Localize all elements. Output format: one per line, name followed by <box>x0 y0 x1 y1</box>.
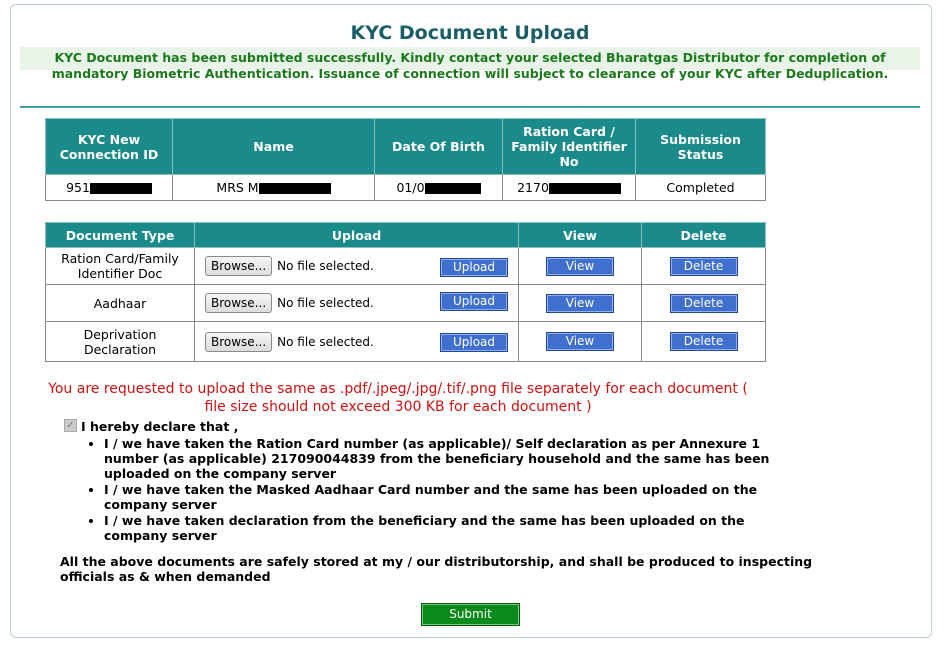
cell-status: Completed <box>636 175 766 201</box>
declaration-point: • I / we have taken the Ration Card number (as applicable)/ Self declaration as per Annexure 1 number (as applicable) 217090044839 from the beneficiary household and the same has been uploaded on the company server <box>104 436 794 481</box>
doc-type-label: Deprivation Declaration <box>46 322 195 362</box>
header-connection-id: KYC New Connection ID <box>46 119 173 175</box>
header-delete: Delete <box>642 223 766 248</box>
delete-button[interactable]: Delete <box>670 294 738 313</box>
cell-dob <box>375 175 503 201</box>
cell-name <box>173 175 375 201</box>
document-row-deprivation <box>46 322 766 362</box>
upload-button[interactable]: Upload <box>440 292 508 311</box>
divider <box>20 106 920 108</box>
document-row-aadhaar <box>46 285 766 322</box>
delete-button[interactable]: Delete <box>670 332 738 351</box>
view-button[interactable]: View <box>546 332 614 351</box>
document-row-ration-card <box>46 248 766 285</box>
upload-instructions: You are requested to upload the same as .pdf/.jpeg/.jpg/.tif/.png file separately for each document ( file size should not exceed 300 KB for each document ) <box>48 381 748 415</box>
declaration-point: • I / we have taken declaration from the beneficiary and the same has been uploaded on the company server <box>104 513 794 543</box>
header-name: Name <box>173 119 375 175</box>
view-cell <box>519 322 642 362</box>
declaration-title: I hereby declare that , <box>81 419 239 434</box>
delete-button[interactable]: Delete <box>670 257 738 276</box>
success-message: KYC Document has been submitted successfully. Kindly contact your selected Bharatgas Distributor for completion of mandatory Biometric Authentication. Issuance of connection will subject to clearance of your KYC after Deduplication. <box>51 50 889 81</box>
upload-button[interactable]: Upload <box>440 258 508 277</box>
header-ration-card: Ration Card / Family Identifier No <box>503 119 636 175</box>
document-header-row <box>46 223 766 248</box>
header-dob: Date Of Birth <box>375 119 503 175</box>
browse-button[interactable]: Browse... <box>205 256 272 276</box>
redaction-bar <box>259 183 331 194</box>
connection-id-value: 951 <box>66 180 90 195</box>
declaration-list <box>90 436 794 544</box>
file-status: No file selected. <box>277 296 374 310</box>
header-document-type: Document Type <box>46 223 195 248</box>
cell-connection-id <box>46 175 173 201</box>
header-upload: Upload <box>195 223 519 248</box>
redaction-bar <box>549 183 621 194</box>
submit-button[interactable]: Submit <box>421 603 520 626</box>
upload-cell <box>195 285 519 322</box>
redaction-bar <box>425 183 481 194</box>
delete-cell <box>642 248 766 285</box>
view-button[interactable]: View <box>546 294 614 313</box>
browse-button[interactable]: Browse... <box>205 293 272 313</box>
upload-cell <box>195 322 519 362</box>
summary-row <box>46 175 766 201</box>
redaction-bar <box>90 183 152 194</box>
cell-ration-card <box>503 175 636 201</box>
upload-cell <box>195 248 519 285</box>
doc-type-label: Ration Card/Family Identifier Doc <box>46 248 195 285</box>
summary-table <box>45 118 766 201</box>
upload-button[interactable]: Upload <box>440 333 508 352</box>
view-button[interactable]: View <box>546 257 614 276</box>
browse-button[interactable]: Browse... <box>205 332 272 352</box>
summary-header-row <box>46 119 766 175</box>
declaration-checkbox[interactable]: ✓ <box>64 419 77 432</box>
header-view: View <box>519 223 642 248</box>
page-title: KYC Document Upload <box>350 22 590 44</box>
file-status: No file selected. <box>277 259 374 273</box>
file-status: No file selected. <box>277 334 374 349</box>
name-value: MRS M <box>216 180 259 195</box>
ration-card-value: 2170 <box>517 180 549 195</box>
delete-cell <box>642 322 766 362</box>
delete-cell <box>642 285 766 322</box>
doc-type-label: Aadhaar <box>46 285 195 322</box>
document-table <box>45 222 766 362</box>
view-cell <box>519 248 642 285</box>
declaration-footer: All the above documents are safely stored at my / our distributorship, and shall be produced to inspecting officials as & when demanded <box>60 554 813 584</box>
dob-value: 01/0 <box>396 180 425 195</box>
view-cell <box>519 285 642 322</box>
declaration-point: • I / we have taken the Masked Aadhaar Card number and the same has been uploaded on the company server <box>104 482 794 512</box>
header-status: Submission Status <box>636 119 766 175</box>
